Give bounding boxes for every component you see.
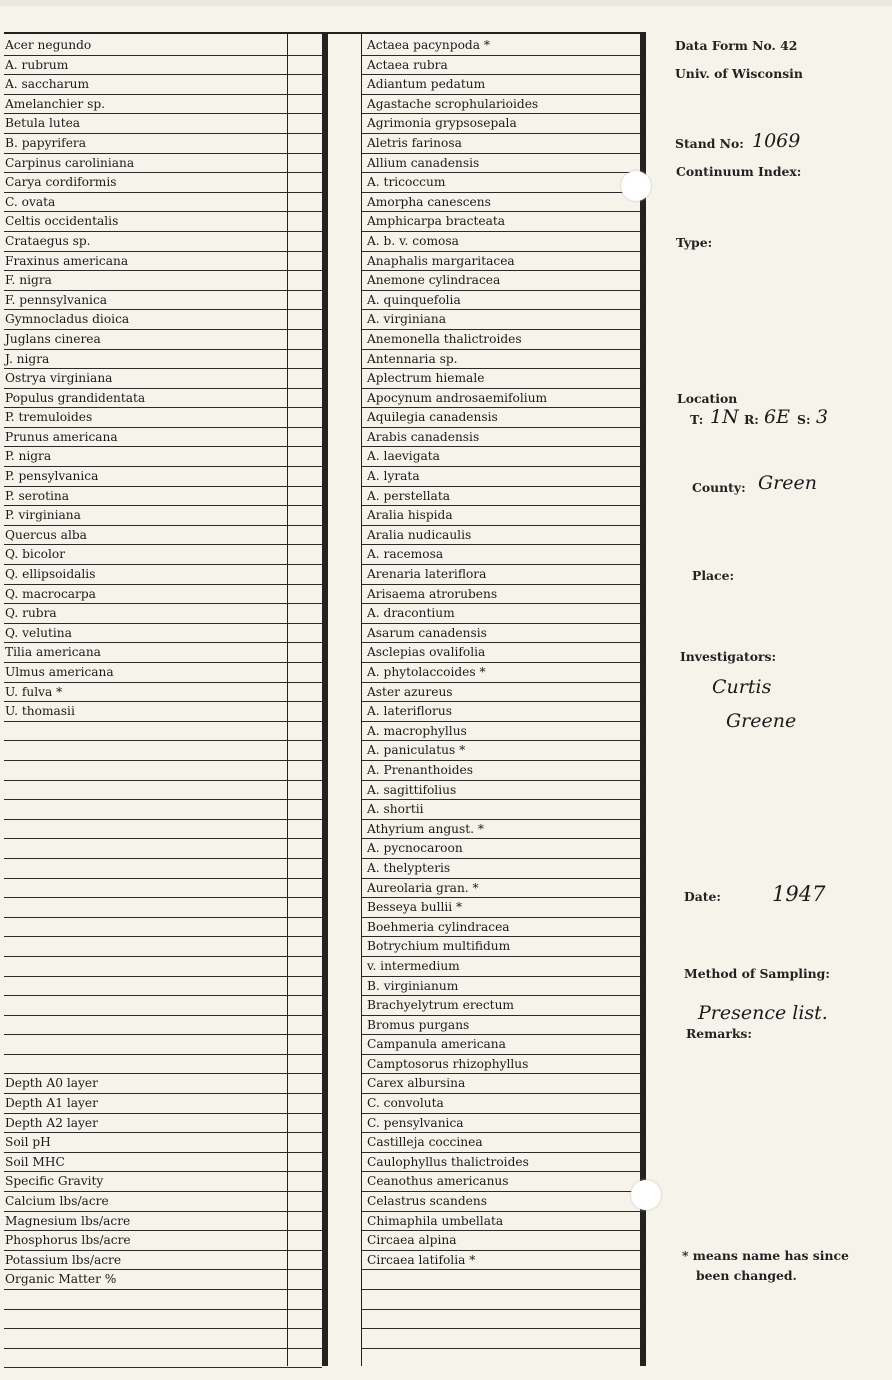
tree-species-row-label: Depth A2 layer [5,1115,98,1130]
tree-species-row [4,918,322,938]
ground-species-row [362,898,642,918]
ground-species-row [362,330,642,350]
ground-species-row [362,1290,642,1310]
tree-species-row [4,447,322,467]
ground-species-row [362,389,642,409]
ground-species-row [362,1192,642,1212]
ground-species-row-label: Agrimonia grypsosepala [367,116,517,131]
tree-species-row-label: P. pensylvanica [5,469,99,484]
tree-species-row [4,526,322,546]
tree-species-row-label: Amelanchier sp. [5,96,105,111]
tree-species-column [4,36,322,1368]
tree-species-row [4,212,322,232]
ground-species-row [362,741,642,761]
county-label: County: [692,480,746,495]
footnote-line-1: * means name has since [682,1248,849,1263]
tree-species-row-label: U. fulva * [5,684,63,699]
investigator-2: Greene [726,710,797,732]
tree-species-row-label: Specific Gravity [5,1174,104,1189]
type-label: Type: [676,235,713,250]
tree-species-row [4,36,322,56]
tree-species-row [4,1016,322,1036]
tree-species-row [4,1349,322,1369]
ground-species-row [362,859,642,879]
tree-species-row-label: Crataegus sp. [5,233,91,248]
ground-species-row-label: Carex albursina [367,1076,466,1091]
ground-species-row-label: A. quinquefolia [367,292,461,307]
ground-species-row [362,526,642,546]
ground-species-row-label: C. pensylvanica [367,1115,464,1130]
ground-species-row [362,761,642,781]
tree-species-row [4,1310,322,1330]
ground-species-row-label: Agastache scrophularioides [367,96,539,111]
ground-species-row [362,977,642,997]
ground-species-row [362,75,642,95]
tree-species-row-label: Quercus alba [5,527,87,542]
ground-species-row [362,36,642,56]
ground-species-row-label: Besseya bullii * [367,900,463,915]
ground-species-row [362,565,642,585]
university: Univ. of Wisconsin [675,66,803,81]
ground-species-row-label: Chimaphila umbellata [367,1213,504,1228]
ground-species-row [362,252,642,272]
ground-species-row-label: A. tricoccum [367,175,446,190]
tree-species-row-label: P. nigra [5,449,52,464]
ground-species-row-label: Actaea pacynpoda * [367,38,490,52]
ground-species-row [362,212,642,232]
ground-species-row-label: Apocynum androsaemifolium [367,390,548,405]
tree-species-row-label: F. nigra [5,273,52,288]
tree-species-row [4,1290,322,1310]
ground-species-row [362,1172,642,1192]
tree-species-row [4,75,322,95]
tree-species-row [4,996,322,1016]
ground-species-row [362,1016,642,1036]
tree-species-row-label: Q. macrocarpa [5,586,96,601]
ground-species-row [362,545,642,565]
tree-species-row-label: Ulmus americana [5,665,114,679]
ground-species-row [362,173,642,193]
tree-species-row [4,722,322,742]
tree-species-row [4,134,322,154]
tree-species-row-label: P. virginiana [5,508,81,523]
tree-species-row-label: Depth A1 layer [5,1096,98,1111]
tree-species-row [4,1094,322,1114]
tree-species-row [4,369,322,389]
ground-species-row-label: Anemonella thalictroides [367,331,522,346]
tree-species-row-label: Phosphorus lbs/acre [5,1233,131,1248]
ground-species-row-label: B. virginianum [367,978,459,993]
tree-species-row [4,604,322,624]
ground-species-row-label: Actaea rubra [367,57,448,72]
tree-species-row [4,114,322,134]
ground-species-row [362,1153,642,1173]
ground-species-row-label: Allium canadensis [367,155,480,170]
ground-species-row [362,585,642,605]
ground-species-row-label: Adiantum pedatum [367,77,486,92]
form-number: Data Form No. 42 [675,38,798,53]
ground-species-row-label: A. pycnocaroon [367,841,463,856]
ground-species-row [362,722,642,742]
tree-species-row [4,1270,322,1290]
tree-species-row-label: Juglans cinerea [5,331,101,346]
ground-species-row [362,702,642,722]
ground-species-row [362,1035,642,1055]
tree-species-row [4,624,322,644]
date-label: Date: [684,889,721,904]
tree-species-row [4,1172,322,1192]
tree-species-row [4,1074,322,1094]
ground-species-row-label: Amorpha canescens [367,194,491,209]
tree-species-row [4,154,322,174]
ground-species-row-label: A. paniculatus * [367,743,466,758]
ground-species-row-label: Circaea alpina [367,1233,457,1248]
ground-species-row [362,134,642,154]
tree-species-row [4,330,322,350]
ground-species-row [362,604,642,624]
ground-species-row [362,369,642,389]
ground-species-row [362,408,642,428]
ground-species-row [362,957,642,977]
tree-species-row-label: U. thomasii [5,704,75,719]
tree-species-row-label: F. pennsylvanica [5,292,108,307]
tree-species-row-label: Betula lutea [5,116,81,131]
continuum-index-label: Continuum Index: [676,164,802,179]
tree-species-row-label: Organic Matter % [5,1272,117,1287]
ground-species-row-label: Anemone cylindracea [367,273,501,288]
tree-species-row [4,565,322,585]
date-value: 1947 [772,882,826,906]
tree-species-row-label: Gymnocladus dioica [5,312,130,327]
ground-species-column [362,36,642,1349]
ground-species-row-label: Botrychium multifidum [367,939,511,954]
ground-species-row [362,820,642,840]
ground-species-row-label: Camptosorus rhizophyllus [367,1056,529,1071]
ground-species-row [362,839,642,859]
ground-species-row-label: Arisaema atrorubens [367,586,498,601]
ground-species-row-label: A. shortii [367,802,424,817]
tree-species-row [4,1329,322,1349]
ground-species-row-label: Aquilegia canadensis [367,410,498,425]
tree-species-row [4,545,322,565]
ground-species-row-label: Athyrium angust. * [367,821,484,836]
center-thick-divider [322,32,328,1366]
tree-species-row [4,683,322,703]
tree-species-row-label: Prunus americana [5,429,118,444]
ground-species-row-label: C. convoluta [367,1096,444,1111]
ground-species-row-label: Aralia nudicaulis [367,527,472,542]
ground-species-row [362,996,642,1016]
tree-species-row-label: Populus grandidentata [5,390,146,405]
ground-species-row-label: Amphicarpa bracteata [367,214,506,229]
ground-species-row-label: A. thelypteris [367,860,451,875]
method-value: Presence list. [698,1002,828,1024]
tree-species-row [4,741,322,761]
tree-species-row [4,1212,322,1232]
paper-top-edge [0,0,892,6]
stand-value: 1069 [752,130,801,152]
ground-species-row [362,663,642,683]
tree-species-row [4,310,322,330]
tree-species-row [4,252,322,272]
ground-species-row [362,1133,642,1153]
tree-species-row-label: C. ovata [5,194,56,209]
stand-label: Stand No: [675,136,744,151]
tree-species-row [4,487,322,507]
ground-species-row-label: Castilleja coccinea [367,1135,483,1150]
tree-species-row [4,428,322,448]
ground-species-row-label: A. laevigata [367,449,440,464]
punch-hole-top [621,171,651,201]
investigators-label: Investigators: [680,649,777,664]
ground-species-row [362,447,642,467]
tree-species-row [4,1035,322,1055]
ground-species-row [362,781,642,801]
tree-species-row [4,1055,322,1075]
tree-species-row [4,1251,322,1271]
tree-species-row-label: P. tremuloides [5,410,93,425]
tree-species-row-label: Calcium lbs/acre [5,1194,109,1209]
remarks-label: Remarks: [686,1026,752,1041]
ground-species-row [362,1212,642,1232]
section-label: S: [797,412,811,427]
ground-species-row-label: A. macrophyllus [367,723,467,738]
ground-species-row-label: Arenaria lateriflora [367,567,487,582]
tree-species-row [4,389,322,409]
tree-species-row [4,585,322,605]
ground-species-row-label: Asarum canadensis [367,625,487,640]
method-label: Method of Sampling: [684,966,830,981]
ground-species-row [362,800,642,820]
tree-species-row [4,643,322,663]
ground-species-row [362,1114,642,1134]
tree-species-row [4,977,322,997]
ground-species-row-label: Aletris farinosa [367,135,462,150]
tree-species-row-label: Q. bicolor [5,547,66,562]
ground-species-row [362,154,642,174]
ground-species-row [362,937,642,957]
ground-species-row-label: Brachyelytrum erectum [367,998,514,1013]
ground-species-row-label: Caulophyllus thalictroides [367,1154,529,1169]
section-value: 3 [816,406,829,428]
ground-species-row-label: A. perstellata [367,488,450,503]
tree-species-row [4,781,322,801]
tree-species-row-label: Carpinus caroliniana [5,155,135,170]
ground-species-row [362,506,642,526]
ground-species-row-label: Celastrus scandens [367,1194,487,1209]
tree-species-row [4,839,322,859]
tree-species-row [4,859,322,879]
tree-species-row-label: Potassium lbs/acre [5,1252,122,1267]
ground-species-row-label: Anaphalis margaritacea [367,253,515,268]
ground-species-row [362,1231,642,1251]
range-label: R: [744,412,759,427]
ground-species-row [362,428,642,448]
tree-species-row-label: Magnesium lbs/acre [5,1213,131,1228]
ground-species-row [362,350,642,370]
tree-species-row [4,1192,322,1212]
tree-species-row [4,879,322,899]
tree-species-row [4,1153,322,1173]
ground-species-row-label: Circaea latifolia * [367,1252,476,1267]
tree-species-row [4,702,322,722]
ground-species-row [362,467,642,487]
tree-species-row [4,232,322,252]
tree-species-row [4,95,322,115]
ground-species-row-label: Boehmeria cylindracea [367,919,510,934]
ground-species-row-label: A. sagittifolius [367,782,457,797]
tree-species-row [4,467,322,487]
tree-species-row [4,173,322,193]
tree-species-row [4,957,322,977]
tree-species-row-label: Carya cordiformis [5,175,117,190]
tree-species-row [4,1133,322,1153]
tree-species-row [4,350,322,370]
ground-species-row-label: A. virginiana [367,312,446,327]
tree-species-row [4,193,322,213]
tree-species-row [4,820,322,840]
ground-species-row [362,1329,642,1349]
county-value: Green [758,472,817,494]
footnote-line-2: been changed. [696,1268,797,1283]
ground-species-row-label: A. lyrata [367,469,420,484]
ground-species-row-label: Aplectrum hiemale [367,371,485,386]
ground-species-row [362,643,642,663]
ground-species-row [362,1074,642,1094]
punch-hole-bottom [631,1180,661,1210]
ground-species-row-label: Bromus purgans [367,1017,470,1032]
place-label: Place: [692,568,735,583]
tree-species-row-label: Tilia americana [5,645,101,660]
ground-species-row-label: A. Prenanthoides [367,762,474,777]
ground-species-row-label: Ceanothus americanus [367,1174,509,1189]
ground-species-row-label: Aralia hispida [367,508,453,523]
ground-species-row-label: Asclepias ovalifolia [367,645,486,660]
ground-species-row [362,95,642,115]
tree-species-row-label: Soil MHC [5,1154,65,1169]
ground-species-row [362,683,642,703]
tree-species-row [4,56,322,76]
ground-species-row [362,56,642,76]
ground-species-row [362,487,642,507]
range-value: 6E [764,406,790,428]
ground-species-row-label: A. lateriflorus [367,704,452,719]
tree-species-row-label: A. saccharum [5,77,90,92]
ground-species-row [362,918,642,938]
tree-species-row-label: Q. velutina [5,625,72,640]
tree-species-row [4,1114,322,1134]
tree-species-row [4,1231,322,1251]
ground-species-row-label: Campanula americana [367,1037,506,1052]
tree-species-row [4,800,322,820]
location-label: Location [677,391,738,406]
ground-species-row-label: Arabis canadensis [367,429,480,444]
ground-species-row [362,291,642,311]
tree-species-row [4,761,322,781]
tree-species-row [4,291,322,311]
tree-species-row-label: Q. rubra [5,606,57,621]
ground-species-row [362,1251,642,1271]
tree-species-row-label: Celtis occidentalis [5,214,119,229]
ground-species-row-label: Aster azureus [367,684,453,699]
tree-species-row [4,408,322,428]
ground-species-row [362,879,642,899]
ground-species-row-label: A. dracontium [367,606,455,621]
tree-species-row [4,663,322,683]
ground-species-row [362,1055,642,1075]
investigator-1: Curtis [712,676,772,698]
tree-species-row [4,271,322,291]
tree-species-row-label: Depth A0 layer [5,1076,98,1091]
ground-species-row-label: v. intermedium [367,958,460,973]
tree-species-row [4,898,322,918]
ground-species-row [362,1094,642,1114]
ground-species-row-label: A. b. v. comosa [367,233,459,248]
ground-species-row [362,232,642,252]
ground-species-row [362,271,642,291]
ground-species-row-label: A. phytolaccoides * [367,665,486,679]
tree-species-row-label: A. rubrum [5,57,69,72]
tree-species-row-label: Soil pH [5,1135,51,1150]
tree-species-row-label: Ostrya virginiana [5,371,113,386]
tree-species-row-label: J. nigra [5,351,50,366]
ground-species-row-label: Antennaria sp. [367,351,458,366]
ground-species-row [362,1310,642,1330]
ground-species-row-label: Aureolaria gran. * [367,880,479,895]
ground-species-row [362,1270,642,1290]
ground-species-row [362,310,642,330]
ground-species-row [362,114,642,134]
tree-species-row-label: P. serotina [5,488,70,503]
tree-species-row [4,937,322,957]
tree-species-row-label: Fraxinus americana [5,253,129,268]
tree-species-row-label: Acer negundo [5,38,92,52]
township-label: T: [690,412,704,427]
tree-species-row-label: B. papyrifera [5,135,86,150]
tree-species-row-label: Q. ellipsoidalis [5,567,96,582]
tree-species-row [4,506,322,526]
township-value: 1N [710,406,739,428]
ground-species-row [362,193,642,213]
ground-species-row-label: A. racemosa [367,547,444,562]
ground-species-row [362,624,642,644]
